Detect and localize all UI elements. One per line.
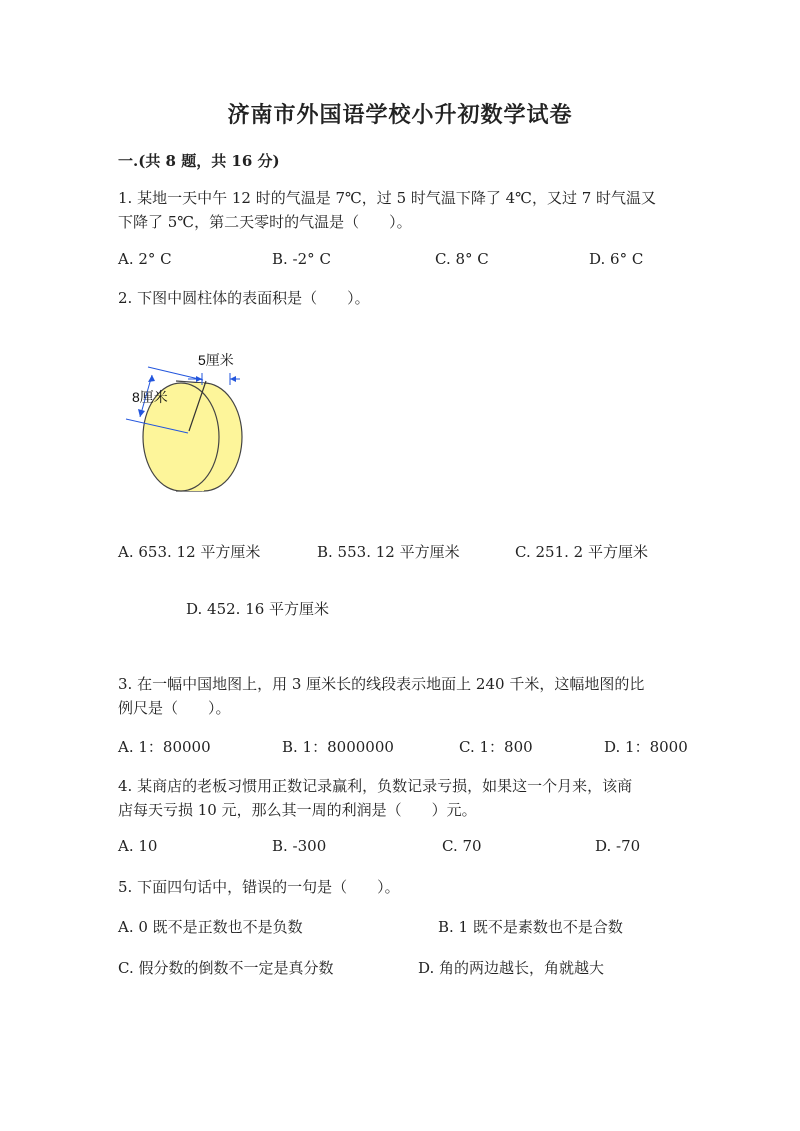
question-3-option-d: D. 1：8000	[604, 738, 688, 756]
question-3-option-c: C. 1：800	[459, 738, 533, 756]
question-5-option-c: C. 假分数的倒数不一定是真分数	[118, 959, 334, 977]
question-4-line-2: 店每天亏损 10 元，那么其一周的利润是（ ）元。	[118, 801, 477, 819]
question-4-option-b: B. -300	[272, 837, 327, 855]
question-4-option-d: D. -70	[595, 837, 641, 855]
question-1-option-b: B. -2° C	[272, 250, 331, 268]
question-1-line-2: 下降了 5℃，第二天零时的气温是（ ）。	[118, 213, 412, 231]
radius-dimension-line-upper	[148, 367, 203, 380]
question-2-option-c: C. 251. 2 平方厘米	[515, 543, 648, 561]
question-4-option-a: A. 10	[118, 837, 158, 855]
question-2-option-a: A. 653. 12 平方厘米	[118, 543, 261, 561]
question-1-line-1: 1. 某地一天中午 12 时的气温是 7℃，过 5 时气温下降了 4℃，又过 7 时气温又	[118, 189, 657, 207]
page-title: 济南市外国语学校小升初数学试卷	[227, 102, 573, 128]
question-3-option-a: A. 1：80000	[118, 738, 211, 756]
question-5-option-d: D. 角的两边越长，角就越大	[418, 959, 605, 977]
question-1-option-d: D. 6° C	[589, 250, 644, 268]
question-3-line-2: 例尺是（ ）。	[118, 699, 231, 717]
question-5-line-1: 5. 下面四句话中，错误的一句是（ ）。	[118, 878, 400, 896]
question-2-line-1: 2. 下图中圆柱体的表面积是（ ）。	[118, 289, 370, 307]
question-3-line-1: 3. 在一幅中国地图上，用 3 厘米长的线段表示地面上 240 千米，这幅地图的比	[118, 675, 645, 693]
section-heading: 一.(共 8 题，共 16 分)	[118, 152, 280, 170]
question-5-option-b: B. 1 既不是素数也不是合数	[438, 918, 623, 936]
question-5-option-a: A. 0 既不是正数也不是负数	[118, 918, 303, 936]
question-4-line-1: 4. 某商店的老板习惯用正数记录赢利，负数记录亏损，如果这一个月来，该商	[118, 777, 633, 795]
question-4-option-c: C. 70	[442, 837, 482, 855]
question-3-option-b: B. 1：8000000	[282, 738, 394, 756]
question-2-option-b: B. 553. 12 平方厘米	[317, 543, 460, 561]
question-1-option-a: A. 2° C	[118, 250, 172, 268]
question-1-option-c: C. 8° C	[435, 250, 489, 268]
cylinder-figure	[118, 345, 258, 500]
figure-label-8cm: 8厘米	[132, 389, 168, 405]
figure-label-5cm: 5厘米	[198, 352, 234, 368]
question-2-option-d: D. 452. 16 平方厘米	[186, 600, 330, 618]
